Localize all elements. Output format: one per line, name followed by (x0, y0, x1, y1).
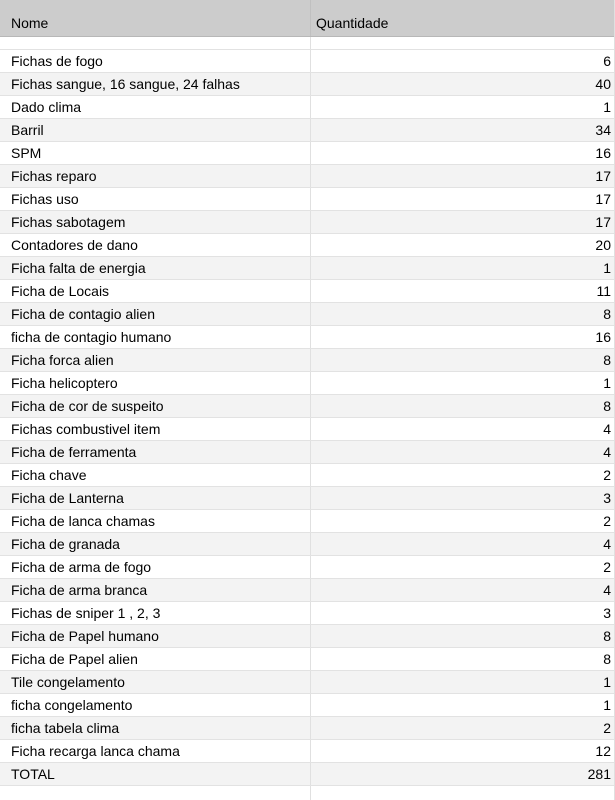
empty-cell-b[interactable] (311, 37, 614, 49)
trailing-empty-row (0, 786, 615, 800)
table-row (0, 349, 615, 372)
quantity-cell[interactable]: 281 (587, 766, 611, 782)
empty-row (0, 37, 615, 50)
table-row (0, 556, 615, 579)
name-cell[interactable]: Barril (0, 119, 311, 141)
name-cell[interactable]: Ficha de Papel alien (0, 648, 311, 670)
quantity-cell[interactable]: 34 (595, 122, 611, 138)
table-row (0, 372, 615, 395)
table-row (0, 395, 615, 418)
table-row (0, 119, 615, 142)
name-cell[interactable]: Ficha de Papel humano (0, 625, 311, 647)
name-cell[interactable]: Fichas uso (0, 188, 311, 210)
empty-cell-b[interactable] (311, 786, 614, 800)
table-row (0, 73, 615, 96)
table-row (0, 211, 615, 234)
name-cell[interactable]: Ficha de lanca chamas (0, 510, 311, 532)
quantity-cell[interactable]: 16 (595, 145, 611, 161)
quantity-cell[interactable]: 2 (603, 559, 611, 575)
name-cell[interactable]: TOTAL (0, 763, 311, 785)
name-cell[interactable]: SPM (0, 142, 311, 164)
name-cell[interactable]: Ficha falta de energia (0, 257, 311, 279)
name-cell[interactable]: Tile congelamento (0, 671, 311, 693)
quantity-cell[interactable]: 16 (595, 329, 611, 345)
name-cell[interactable]: Ficha helicoptero (0, 372, 311, 394)
table-row (0, 142, 615, 165)
table-row (0, 533, 615, 556)
name-cell[interactable]: Fichas sangue, 16 sangue, 24 falhas (0, 73, 311, 95)
table-row (0, 579, 615, 602)
name-cell[interactable]: ficha de contagio humano (0, 326, 311, 348)
table-row (0, 671, 615, 694)
name-cell[interactable]: Ficha forca alien (0, 349, 311, 371)
header-cell-nome[interactable]: Nome (0, 0, 311, 36)
name-cell[interactable]: ficha congelamento (0, 694, 311, 716)
table-row (0, 648, 615, 671)
table-row (0, 441, 615, 464)
quantity-cell[interactable]: 1 (603, 697, 611, 713)
quantity-cell[interactable]: 2 (603, 467, 611, 483)
quantity-cell[interactable]: 3 (603, 605, 611, 621)
table-row (0, 257, 615, 280)
quantity-cell[interactable]: 8 (603, 306, 611, 322)
name-cell[interactable]: Ficha de granada (0, 533, 311, 555)
name-cell[interactable]: Dado clima (0, 96, 311, 118)
table-row (0, 326, 615, 349)
name-cell[interactable]: Ficha de arma de fogo (0, 556, 311, 578)
quantity-cell[interactable]: 6 (603, 53, 611, 69)
name-cell[interactable]: Fichas combustivel item (0, 418, 311, 440)
table-row (0, 464, 615, 487)
quantity-cell[interactable]: 8 (603, 628, 611, 644)
quantity-cell[interactable]: 17 (595, 214, 611, 230)
quantity-cell[interactable]: 40 (595, 76, 611, 92)
header-row (0, 0, 615, 37)
table-row (0, 487, 615, 510)
table-body (0, 50, 615, 786)
quantity-cell[interactable]: 11 (596, 283, 611, 299)
table-row (0, 717, 615, 740)
name-cell[interactable]: Contadores de dano (0, 234, 311, 256)
name-cell[interactable]: Ficha de contagio alien (0, 303, 311, 325)
table-row (0, 625, 615, 648)
name-cell[interactable]: Ficha de ferramenta (0, 441, 311, 463)
name-cell[interactable]: Ficha recarga lanca chama (0, 740, 311, 762)
quantity-cell[interactable]: 20 (595, 237, 611, 253)
quantity-cell[interactable]: 2 (603, 720, 611, 736)
name-cell[interactable]: Ficha de cor de suspeito (0, 395, 311, 417)
quantity-cell[interactable]: 3 (603, 490, 611, 506)
quantity-cell[interactable]: 8 (603, 352, 611, 368)
quantity-cell[interactable]: 1 (603, 99, 611, 115)
name-cell[interactable]: Ficha chave (0, 464, 311, 486)
quantity-cell[interactable]: 1 (603, 260, 611, 276)
name-cell[interactable]: Fichas sabotagem (0, 211, 311, 233)
table-row (0, 96, 615, 119)
name-cell[interactable]: Ficha de Lanterna (0, 487, 311, 509)
table-row (0, 280, 615, 303)
quantity-cell[interactable]: 8 (603, 398, 611, 414)
name-cell[interactable]: Ficha de arma branca (0, 579, 311, 601)
table-row (0, 418, 615, 441)
quantity-cell[interactable]: 4 (603, 582, 611, 598)
table-row (0, 234, 615, 257)
header-cell-quantidade[interactable]: Quantidade (316, 15, 389, 31)
quantity-cell[interactable]: 17 (595, 168, 611, 184)
table-row (0, 188, 615, 211)
table-row (0, 303, 615, 326)
quantity-cell[interactable]: 4 (603, 421, 611, 437)
name-cell[interactable]: ficha tabela clima (0, 717, 311, 739)
quantity-cell[interactable]: 1 (603, 674, 611, 690)
quantity-cell[interactable]: 12 (595, 743, 611, 759)
empty-cell-a[interactable] (0, 786, 311, 800)
table-row (0, 50, 615, 73)
table-row (0, 602, 615, 625)
name-cell[interactable]: Fichas reparo (0, 165, 311, 187)
table-row (0, 694, 615, 717)
table-row (0, 165, 615, 188)
total-row (0, 763, 615, 786)
quantity-cell[interactable]: 17 (595, 191, 611, 207)
name-cell[interactable]: Fichas de sniper 1 , 2, 3 (0, 602, 311, 624)
quantity-cell[interactable]: 4 (603, 444, 611, 460)
name-cell[interactable]: Fichas de fogo (0, 50, 311, 72)
name-cell[interactable]: Ficha de Locais (0, 280, 311, 302)
empty-cell-a[interactable] (0, 37, 311, 49)
table-row (0, 740, 615, 763)
quantity-cell[interactable]: 2 (603, 513, 611, 529)
quantity-cell[interactable]: 4 (603, 536, 611, 552)
table-row (0, 510, 615, 533)
quantity-cell[interactable]: 8 (603, 651, 611, 667)
quantity-cell[interactable]: 1 (603, 375, 611, 391)
